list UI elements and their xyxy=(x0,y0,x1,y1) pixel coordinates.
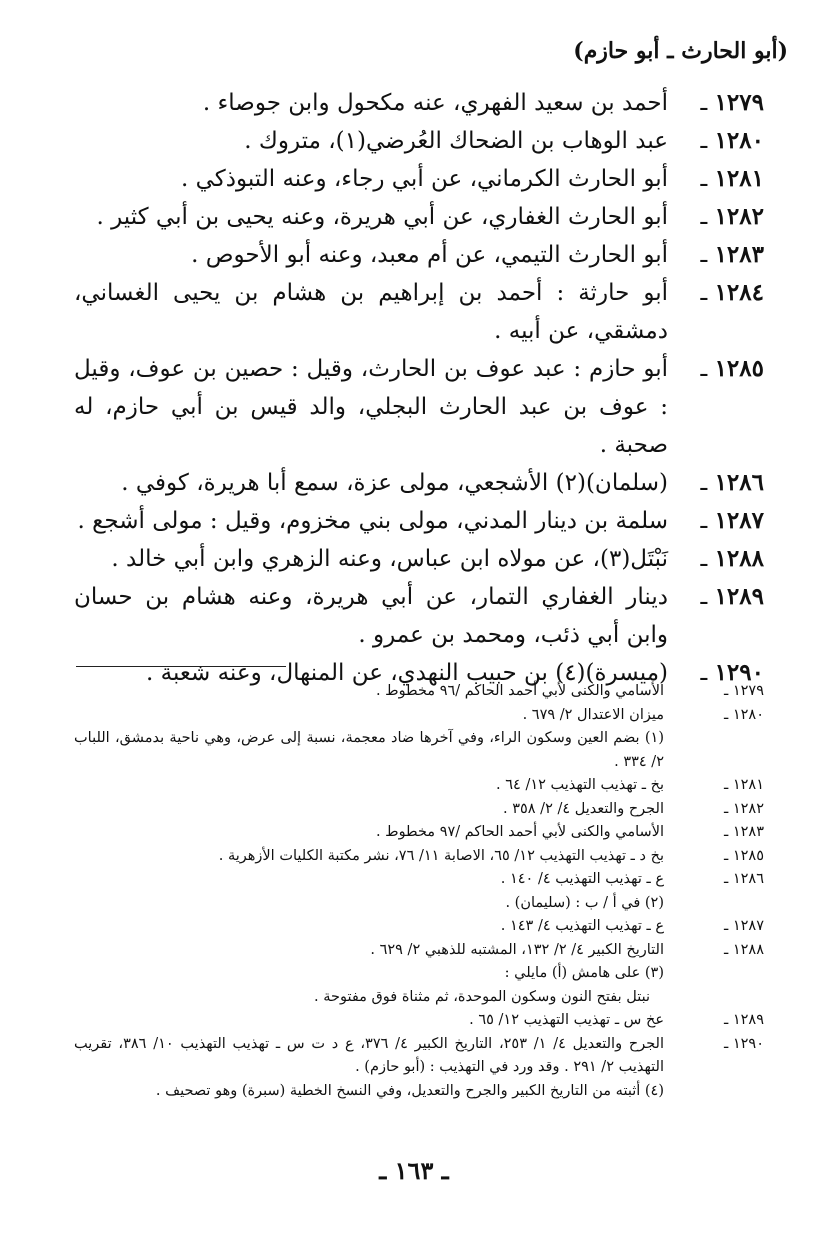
entry-dash: ـ xyxy=(700,546,715,572)
note-text: الأسامي والكنى لأبي أحمد الحاكم /٩٧ مخطوط . xyxy=(375,824,664,840)
entry-dash: ـ xyxy=(700,242,715,268)
page-number: ـ ١٦٣ ـ xyxy=(379,1156,449,1185)
entry-number: ١٢٨٥ xyxy=(714,355,764,382)
entry-number: ١٢٨٧ xyxy=(714,507,764,534)
note-dash: ـ xyxy=(723,871,733,887)
entry-number: ١٢٨١ xyxy=(714,165,764,192)
entry-1286 xyxy=(74,464,764,502)
entry-dash: ـ xyxy=(700,508,715,534)
entry-dash: ـ xyxy=(700,204,715,230)
note-number: ١٢٨٦ xyxy=(732,871,764,887)
note-dash: ـ xyxy=(723,800,733,817)
note-text: ع ـ تهذيب التهذيب ٤/ ١٤٠ . xyxy=(500,871,664,887)
entry-1279 xyxy=(74,84,764,122)
note-1290 xyxy=(74,1033,764,1080)
entry-1284 xyxy=(74,274,764,350)
entry-text: دينار الغفاري التمار، عن أبي هريرة، وعنه هشام بن حسان وابن أبي ذئب، ومحمد بن عمرو . xyxy=(74,584,668,648)
note-1280 xyxy=(74,704,764,728)
note-text: (٣) على هامش (أ) مايلي : xyxy=(504,965,664,981)
entry-number: ١٢٨٩ xyxy=(714,583,764,610)
entry-1280 xyxy=(74,122,764,160)
entry-dash: ـ xyxy=(700,356,715,382)
entry-text: عبد الوهاب بن الضحاك العُرضي(١)، متروك . xyxy=(244,128,668,154)
note-text: الجرح والتعديل ٤/ ١/ ٢٥٣، التاريخ الكبير ٤/ ٣٧٦، ع د ت س ـ تهذيب التهذيب ١٠/ ٣٨٦، تقريب التهذيب ٢/ ٢٩١ . وقد ورد في التهذيب : (أبو حازم) . xyxy=(74,1035,665,1075)
note-number: ١٢٨٨ xyxy=(732,941,764,958)
entry-text: أبو الحارث الكرماني، عن أبي رجاء، وعنه التبوذكي . xyxy=(181,166,668,192)
footnotes-list xyxy=(74,680,764,1103)
note-1283 xyxy=(74,821,764,845)
note-dash: ـ xyxy=(723,941,733,958)
entry-text: أبو حارثة : أحمد بن إبراهيم بن هشام بن يحيى الغساني، دمشقي، عن أبيه . xyxy=(74,280,668,344)
entry-dash: ـ xyxy=(700,584,715,610)
entry-number: ١٢٨٨ xyxy=(714,545,764,572)
entry-1281 xyxy=(74,160,764,198)
note-1289 xyxy=(74,1009,764,1033)
footnote-3 xyxy=(74,962,764,986)
note-dash: ـ xyxy=(723,777,733,793)
footnote-3-detail xyxy=(74,986,764,1010)
entry-number: ١٢٨٢ xyxy=(714,203,764,230)
entry-number: ١٢٨٦ xyxy=(714,469,764,496)
note-text: (١) بضم العين وسكون الراء، وفي آخرها ضاد معجمة، نسبة إلى عرض، وهي ناحية بدمشق، اللباب ٢/ ٣٣٤ . xyxy=(74,730,664,770)
note-number: ١٢٨٢ xyxy=(732,800,764,817)
note-1285 xyxy=(74,845,764,869)
entry-1285 xyxy=(74,350,764,464)
note-1279 xyxy=(74,680,764,704)
note-text: ع ـ تهذيب التهذيب ٤/ ١٤٣ . xyxy=(500,918,664,934)
entry-number: ١٢٧٩ xyxy=(714,89,764,116)
entry-dash: ـ xyxy=(700,90,715,116)
note-1281 xyxy=(74,774,764,798)
note-dash: ـ xyxy=(723,918,733,934)
entry-1283 xyxy=(74,236,764,274)
note-1287 xyxy=(74,915,764,939)
note-text: الأسامي والكنى لأبي أحمد الحاكم /٩٦ مخطوط . xyxy=(375,683,664,699)
entry-text: (ميسرة)(٤) بن حبيب النهدي، عن المنهال، وعنه شعبة . xyxy=(146,660,668,686)
entry-text: نَبْتَل(٣)، عن مولاه ابن عباس، وعنه الزهري وابن أبي خالد . xyxy=(111,546,668,572)
footnote-1 xyxy=(74,727,764,774)
note-number: ١٢٨٧ xyxy=(732,918,764,934)
note-number: ١٢٨٠ xyxy=(732,706,764,723)
note-number: ١٢٨٥ xyxy=(732,847,764,864)
note-number: ١٢٨٣ xyxy=(732,824,764,840)
note-dash: ـ xyxy=(723,1035,733,1052)
note-number: ١٢٨١ xyxy=(732,777,764,793)
footnote-2 xyxy=(74,892,764,916)
note-dash: ـ xyxy=(723,683,733,699)
note-text: الجرح والتعديل ٤/ ٢/ ٣٥٨ . xyxy=(502,800,664,817)
entry-1289 xyxy=(74,578,764,654)
entries-list xyxy=(74,84,764,692)
entry-1282 xyxy=(74,198,764,236)
note-number: ١٢٩٠ xyxy=(732,1035,764,1052)
entry-1287 xyxy=(74,502,764,540)
entry-1288 xyxy=(74,540,764,578)
note-dash: ـ xyxy=(723,824,733,840)
note-text: نبتل بفتح النون وسكون الموحدة، ثم مثناة فوق مفتوحة . xyxy=(314,988,650,1005)
footnote-divider xyxy=(76,666,286,667)
entry-text: أحمد بن سعيد الفهري، عنه مكحول وابن جوصاء . xyxy=(202,90,668,116)
note-text: عخ س ـ تهذيب التهذيب ١٢/ ٦٥ . xyxy=(469,1012,664,1028)
entry-dash: ـ xyxy=(700,166,715,192)
note-text: (٤) أثبته من التاريخ الكبير والجرح والتعديل، وفي النسخ الخطية (سبرة) وهو تصحيف . xyxy=(155,1082,664,1099)
entry-text: سلمة بن دينار المدني، مولى بني مخزوم، وقيل : مولى أشجع . xyxy=(77,508,668,534)
note-number: ١٢٨٩ xyxy=(732,1012,764,1028)
entry-number: ١٢٨٠ xyxy=(714,127,764,154)
note-text: (٢) في أ / ب : (سليمان) . xyxy=(505,894,664,911)
entry-number: ١٢٩٠ xyxy=(714,659,764,686)
entry-number: ١٢٨٤ xyxy=(714,279,764,306)
entry-text: أبو الحارث التيمي، عن أم معبد، وعنه أبو الأحوص . xyxy=(191,242,668,268)
running-header: (أبو الحارث ـ أبو حازم) xyxy=(573,38,788,64)
note-1286 xyxy=(74,868,764,892)
entry-text: أبو الحارث الغفاري، عن أبي هريرة، وعنه يحيى بن أبي كثير . xyxy=(96,204,668,230)
entry-text: أبو حازم : عبد عوف بن الحارث، وقيل : حصين بن عوف، وقيل : عوف بن عبد الحارث البجلي، والد قيس بن أبي حازم، له صحبة . xyxy=(74,356,668,458)
entry-dash: ـ xyxy=(700,470,715,496)
note-dash: ـ xyxy=(723,1012,733,1028)
note-text: بخ د ـ تهذيب التهذيب ١٢/ ٦٥، الاصابة ١١/ ٧٦، نشر مكتبة الكليات الأزهرية . xyxy=(218,847,664,864)
note-1282 xyxy=(74,798,764,822)
note-1288 xyxy=(74,939,764,963)
note-text: بخ ـ تهذيب التهذيب ١٢/ ٦٤ . xyxy=(496,777,664,793)
entry-number: ١٢٨٣ xyxy=(714,241,764,268)
note-text: ميزان الاعتدال ٢/ ٦٧٩ . xyxy=(522,706,664,723)
entry-text: (سلمان)(٢) الأشجعي، مولى عزة، سمع أبا هريرة، كوفي . xyxy=(121,470,668,496)
note-dash: ـ xyxy=(723,847,733,864)
footnote-4 xyxy=(74,1080,764,1104)
entry-dash: ـ xyxy=(700,128,715,154)
entry-dash: ـ xyxy=(700,660,715,686)
note-text: التاريخ الكبير ٤/ ٢/ ١٣٢، المشتبه للذهبي ٢/ ٦٢٩ . xyxy=(370,941,664,958)
note-dash: ـ xyxy=(723,706,733,723)
note-number: ١٢٧٩ xyxy=(732,683,764,699)
entry-dash: ـ xyxy=(700,280,715,306)
